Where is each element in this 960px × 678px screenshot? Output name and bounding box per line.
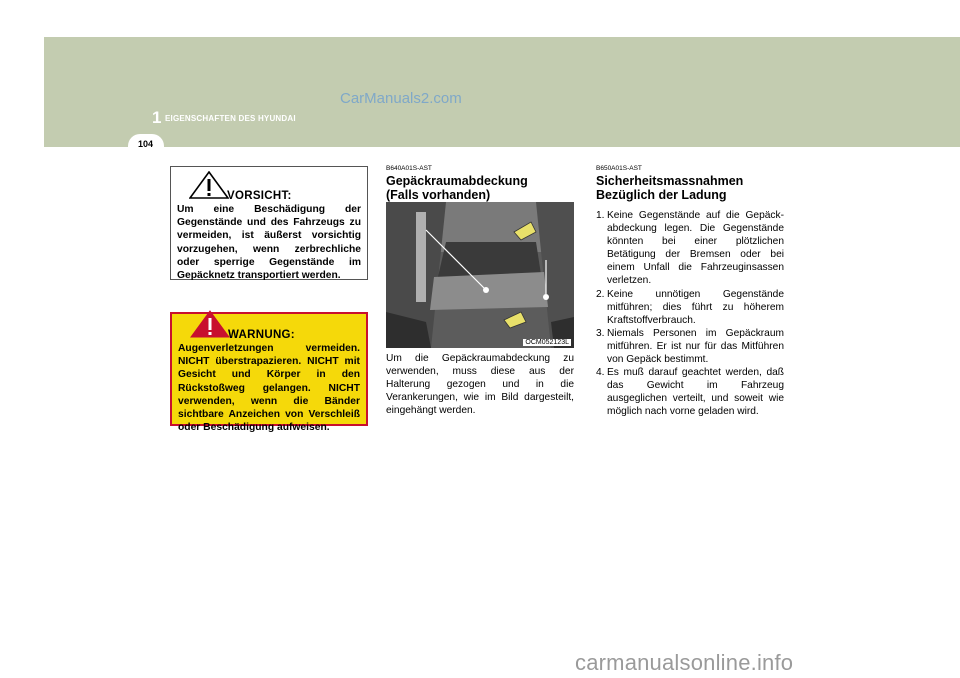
load-safety-heading-line1: Sicherheitsmassnahmen	[596, 174, 744, 188]
load-safety-section	[596, 165, 784, 419]
list-item-number: 3.	[596, 327, 605, 339]
top-margin	[0, 0, 960, 37]
cargo-cover-heading-line2: (Falls vorhanden)	[386, 188, 491, 202]
header-band	[44, 37, 960, 147]
caution-title: VORSICHT:	[227, 190, 292, 202]
load-safety-list	[596, 209, 784, 419]
page-number: 104	[138, 139, 154, 149]
warning-box	[170, 312, 368, 434]
cargo-cover-heading-line1: Gepäckraumabdeckung	[386, 174, 528, 188]
list-item	[596, 288, 784, 327]
cargo-cover-code: B640A01S-AST	[386, 165, 432, 172]
list-item	[596, 366, 784, 418]
cargo-cover-body	[386, 352, 574, 417]
list-item-number: 4.	[596, 367, 605, 379]
load-safety-code: B650A01S-AST	[596, 165, 642, 172]
list-item-text: Es muß darauf geachtet werden, daß das Gewicht im Fahrzeug ausgeglichen verteilt, und soweit wie möglich nach vorne geladen wird.	[607, 367, 784, 418]
chapter-number: 1	[152, 108, 162, 127]
photo-label: OCM052123L	[525, 339, 569, 346]
site-watermark-link[interactable]: CarManuals2.com	[340, 90, 462, 107]
warning-text: Augenverletzungen vermeiden. NICHT überstrapazieren. NICHT mit Gesicht und Körper in den Rückstoßweg gelangen. NICHT verwenden, wenn die Bänder sichtbare Anzeichen von Verschleiß oder Beschädigung aufweisen.	[178, 343, 360, 434]
footer-watermark-link[interactable]: carmanualsonline.info	[575, 650, 794, 675]
cargo-cover-section	[386, 165, 574, 202]
chapter-title: EIGENSCHAFTEN DES HYUNDAI	[165, 114, 296, 123]
list-item	[596, 209, 784, 288]
list-item-text: Niemals Personen im Gepäckraum mitführen. Er ist nur für das Mitführen von Gepäck bestimmt.	[607, 327, 784, 366]
cargo-cover-photo	[386, 202, 574, 348]
list-item	[596, 327, 784, 366]
cargo-cover-body-text: Um die Gepäckraumabdeckung zu verwenden, muss diese aus der Halterung gezogen und in die Verankerungen, wie im Bild dargesteilt, eingehängt werden.	[386, 353, 574, 417]
caution-text: Um eine Beschädigung der Gegenstände und des Fahrzeugs zu vermeiden, ist äußerst vorsichtig vorzugehen, wenn zerbrechliche oder sperrige Gegenstände im Gepäcknetz transportiert werden.	[177, 204, 361, 282]
warning-title: WARNUNG:	[228, 329, 295, 341]
caution-triangle-icon	[189, 171, 229, 199]
cargo-area-illustration	[386, 202, 574, 348]
caution-box	[170, 166, 368, 280]
load-safety-heading-line2: Bezüglich der Ladung	[596, 188, 727, 202]
warning-triangle-icon	[190, 310, 230, 338]
list-item-text: Keine unnötigen Gegenstände mitführen; dies führt zu höherem Kraftstoffverbrauch.	[607, 288, 784, 326]
list-item-text: Keine Gegenstände auf die Gepäck- abdeckung legen. Die Gegenstände könnten bei einer plötzlichen Betätigung der Bremsen oder bei einem Unfall die Fahrzeuginsassen verletzen.	[607, 210, 784, 287]
list-item-number: 1.	[596, 210, 605, 221]
list-item-number: 2.	[596, 288, 605, 300]
